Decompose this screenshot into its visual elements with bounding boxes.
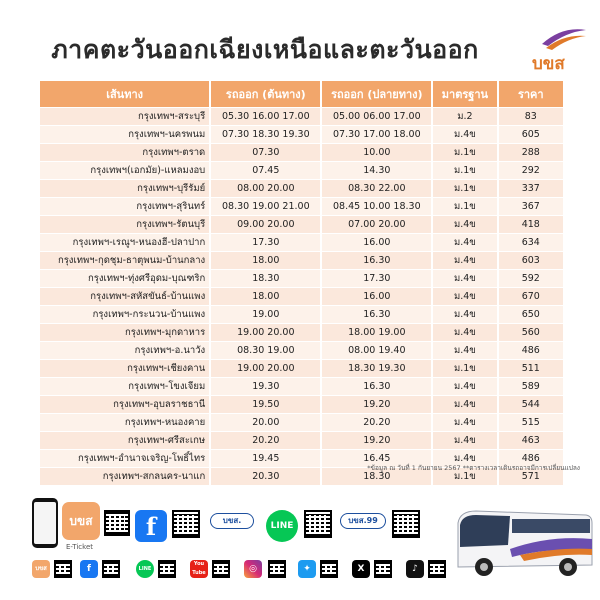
table-row	[40, 144, 563, 161]
route-cell: กรุงเทพฯ-กระนวน-บ้านแพง	[40, 306, 209, 323]
phone-icon	[32, 498, 58, 548]
route-cell: กรุงเทพฯ-เรณูฯ-หนองฮี-ปลาปาก	[40, 234, 209, 251]
bks99-qr-code[interactable]	[392, 510, 420, 538]
standard-cell: ม.4ข	[433, 450, 496, 467]
instagram-icon[interactable]: ◎	[244, 560, 262, 578]
bks-app-icon[interactable]: บขส	[62, 502, 100, 540]
route-cell: กรุงเทพฯ-ตราด	[40, 144, 209, 161]
depart-destination-cell: 16.45	[322, 450, 431, 467]
depart-origin-cell: 19.00 20.00	[211, 324, 320, 341]
route-cell: กรุงเทพฯ-ทุ่งศรีอุดม-บุณฑริก	[40, 270, 209, 287]
depart-origin-cell: 20.00	[211, 414, 320, 431]
standard-cell: ม.2	[433, 108, 496, 125]
depart-origin-cell: 07.30 18.30 19.30	[211, 126, 320, 143]
price-cell: 589	[499, 378, 563, 395]
depart-origin-cell: 19.30	[211, 378, 320, 395]
bus-illustration	[450, 505, 595, 580]
facebook-icon[interactable]: f	[135, 510, 167, 542]
standard-cell: ม.4ข	[433, 342, 496, 359]
standard-cell: ม.1ข	[433, 360, 496, 377]
depart-destination-cell: 07.00 20.00	[322, 216, 431, 233]
route-cell: กรุงเทพฯ-หนองคาย	[40, 414, 209, 431]
depart-origin-cell: 08.00 20.00	[211, 180, 320, 197]
standard-cell: ม.1ข	[433, 180, 496, 197]
depart-destination-cell: 18.30 19.30	[322, 360, 431, 377]
table-row	[40, 216, 563, 233]
price-cell: 571	[499, 468, 563, 485]
bks-page-pill[interactable]: บขส.	[210, 513, 254, 529]
facebook-small-qr-code[interactable]	[102, 560, 120, 578]
route-cell: กรุงเทพฯ-สหัสขันธ์-บ้านแพง	[40, 288, 209, 305]
price-cell: 515	[499, 414, 563, 431]
price-cell: 650	[499, 306, 563, 323]
price-cell: 592	[499, 270, 563, 287]
standard-cell: ม.4ข	[433, 324, 496, 341]
table-row	[40, 180, 563, 197]
standard-cell: ม.4ข	[433, 288, 496, 305]
route-cell: กรุงเทพฯ-มุกดาหาร	[40, 324, 209, 341]
price-cell: 337	[499, 180, 563, 197]
table-row	[40, 378, 563, 395]
twitter-qr-code[interactable]	[320, 560, 338, 578]
depart-destination-cell: 14.30	[322, 162, 431, 179]
table-row	[40, 414, 563, 431]
price-cell: 288	[499, 144, 563, 161]
route-cell: กรุงเทพฯ-อุบลราชธานี	[40, 396, 209, 413]
depart-destination-cell: 16.30	[322, 378, 431, 395]
table-row	[40, 162, 563, 179]
table-row	[40, 324, 563, 341]
price-cell: 292	[499, 162, 563, 179]
price-cell: 486	[499, 450, 563, 467]
depart-destination-cell: 16.30	[322, 306, 431, 323]
eticket-label: E-Ticket	[66, 543, 94, 551]
footnote: *ข้อมูล ณ วันที่ 1 กันยายน 2567 **ตารางเวลาเดินรถอาจมีการเปลี่ยนแปลง	[367, 464, 580, 472]
route-cell: กรุงเทพฯ(เอกมัย)-แหลมงอบ	[40, 162, 209, 179]
price-cell: 670	[499, 288, 563, 305]
table-row	[40, 126, 563, 143]
depart-destination-cell: 10.00	[322, 144, 431, 161]
depart-origin-cell: 19.50	[211, 396, 320, 413]
depart-destination-cell: 05.00 06.00 17.00	[322, 108, 431, 125]
route-cell: กรุงเทพฯ-โขงเจียม	[40, 378, 209, 395]
tiktok-icon[interactable]: ♪	[406, 560, 424, 578]
standard-cell: ม.4ข	[433, 216, 496, 233]
depart-destination-cell: 08.45 10.00 18.30	[322, 198, 431, 215]
price-cell: 486	[499, 342, 563, 359]
standard-cell: ม.1ข	[433, 162, 496, 179]
table-row	[40, 360, 563, 377]
depart-origin-cell: 17.30	[211, 234, 320, 251]
price-cell: 367	[499, 198, 563, 215]
table-row	[40, 198, 563, 215]
depart-destination-cell: 18.00 19.00	[322, 324, 431, 341]
standard-cell: ม.4ข	[433, 270, 496, 287]
depart-destination-cell: 16.30	[322, 252, 431, 269]
route-cell: กรุงเทพฯ-กุดชุม-ธาตุพนม-บ้านกลาง	[40, 252, 209, 269]
depart-destination-cell: 16.00	[322, 234, 431, 251]
line-icon[interactable]: LINE	[266, 510, 298, 542]
line-small-qr-code[interactable]	[158, 560, 176, 578]
depart-origin-cell: 20.30	[211, 468, 320, 485]
depart-origin-cell: 18.30	[211, 270, 320, 287]
line-qr-code[interactable]	[304, 510, 332, 538]
facebook-small-icon[interactable]: f	[80, 560, 98, 578]
route-cell: กรุงเทพฯ-เชียงคาน	[40, 360, 209, 377]
depart-destination-cell: 08.30 22.00	[322, 180, 431, 197]
price-cell: 83	[499, 108, 563, 125]
standard-cell: ม.4ข	[433, 252, 496, 269]
price-cell: 544	[499, 396, 563, 413]
standard-cell: ม.1ข	[433, 144, 496, 161]
tiktok-qr-code[interactable]	[428, 560, 446, 578]
route-cell: กรุงเทพฯ-สกลนคร-นาแก	[40, 468, 209, 485]
depart-origin-cell: 07.45	[211, 162, 320, 179]
website-qr-code[interactable]	[54, 560, 72, 578]
table-row	[40, 342, 563, 359]
standard-cell: ม.4ข	[433, 234, 496, 251]
facebook-qr-code[interactable]	[172, 510, 200, 538]
table-row	[40, 270, 563, 287]
depart-destination-cell: 07.30 17.00 18.00	[322, 126, 431, 143]
twitter-bird-icon[interactable]: ✦	[298, 560, 316, 578]
price-cell: 511	[499, 360, 563, 377]
standard-cell: ม.1ข	[433, 198, 496, 215]
instagram-qr-code[interactable]	[268, 560, 286, 578]
brand-name: บขส	[532, 54, 565, 74]
x-qr-code[interactable]	[374, 560, 392, 578]
depart-origin-cell: 07.30	[211, 144, 320, 161]
standard-cell: ม.4ข	[433, 306, 496, 323]
depart-destination-cell: 19.20	[322, 396, 431, 413]
route-cell: กรุงเทพฯ-อำนาจเจริญ-โพธิ์ไทร	[40, 450, 209, 467]
table-row	[40, 108, 563, 125]
table-row	[40, 306, 563, 323]
youtube-icon[interactable]: You Tube	[190, 560, 208, 578]
depart-destination-cell: 17.30	[322, 270, 431, 287]
app-qr-code[interactable]	[104, 510, 130, 536]
depart-origin-cell: 19.00 20.00	[211, 360, 320, 377]
route-cell: กรุงเทพฯ-สุรินทร์	[40, 198, 209, 215]
page-title: ภาคตะวันออกเฉียงเหนือและตะวันออก	[51, 35, 479, 64]
route-cell: กรุงเทพฯ-ศรีสะเกษ	[40, 432, 209, 449]
header-depart-origin: รถออก (ต้นทาง)	[211, 81, 320, 107]
standard-cell: ม.1ข	[433, 468, 496, 485]
table-row	[40, 396, 563, 413]
depart-destination-cell: 19.20	[322, 432, 431, 449]
depart-origin-cell: 08.30 19.00	[211, 342, 320, 359]
depart-origin-cell: 09.00 20.00	[211, 216, 320, 233]
standard-cell: ม.4ข	[433, 378, 496, 395]
price-cell: 634	[499, 234, 563, 251]
price-cell: 560	[499, 324, 563, 341]
route-cell: กรุงเทพฯ-สระบุรี	[40, 108, 209, 125]
price-cell: 418	[499, 216, 563, 233]
header-price: ราคา	[499, 81, 563, 107]
bks99-pill[interactable]: บขส.99	[340, 513, 386, 529]
depart-destination-cell: 08.00 19.40	[322, 342, 431, 359]
route-cell: กรุงเทพฯ-บุรีรัมย์	[40, 180, 209, 197]
depart-origin-cell: 19.45	[211, 450, 320, 467]
bks-small-logo-icon[interactable]: บขส	[32, 560, 50, 578]
depart-origin-cell: 08.30 19.00 21.00	[211, 198, 320, 215]
table-row	[40, 288, 563, 305]
depart-origin-cell: 20.20	[211, 432, 320, 449]
price-cell: 463	[499, 432, 563, 449]
youtube-qr-code[interactable]	[212, 560, 230, 578]
header-standard: มาตรฐาน	[433, 81, 496, 107]
standard-cell: ม.4ข	[433, 396, 496, 413]
table-row	[40, 252, 563, 269]
header-depart-destination: รถออก (ปลายทาง)	[322, 81, 431, 107]
depart-origin-cell: 19.00	[211, 306, 320, 323]
depart-destination-cell: 20.20	[322, 414, 431, 431]
route-cell: กรุงเทพฯ-นครพนม	[40, 126, 209, 143]
depart-origin-cell: 05.30 16.00 17.00	[211, 108, 320, 125]
depart-origin-cell: 18.00	[211, 252, 320, 269]
table-header-row	[40, 81, 563, 107]
line-small-icon[interactable]: LINE	[136, 560, 154, 578]
header-route: เส้นทาง	[40, 81, 209, 107]
route-cell: กรุงเทพฯ-อ.นาวัง	[40, 342, 209, 359]
x-icon[interactable]: X	[352, 560, 370, 578]
table-row	[40, 432, 563, 449]
depart-origin-cell: 18.00	[211, 288, 320, 305]
price-cell: 605	[499, 126, 563, 143]
depart-destination-cell: 16.00	[322, 288, 431, 305]
schedule-table	[38, 80, 565, 486]
table-row	[40, 234, 563, 251]
depart-destination-cell: 18.30	[322, 468, 431, 485]
standard-cell: ม.4ข	[433, 126, 496, 143]
standard-cell: ม.4ข	[433, 432, 496, 449]
price-cell: 603	[499, 252, 563, 269]
route-cell: กรุงเทพฯ-รัตนบุรี	[40, 216, 209, 233]
standard-cell: ม.4ข	[433, 414, 496, 431]
